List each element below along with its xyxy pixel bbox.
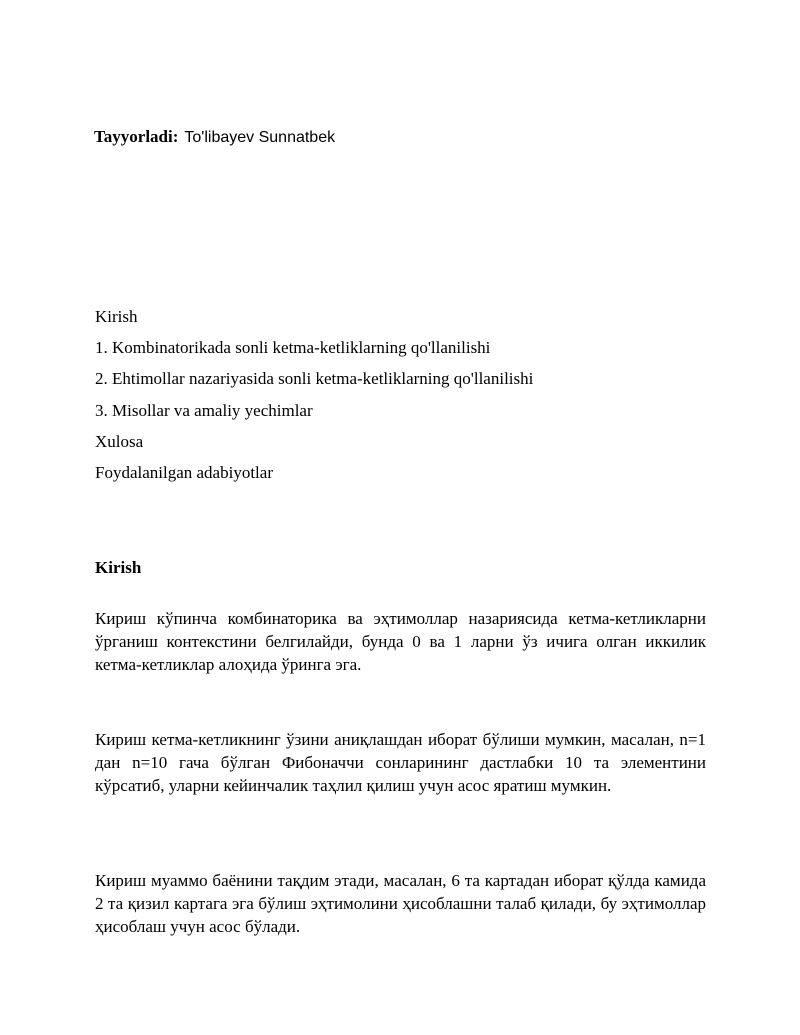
intro-heading: Kirish (95, 558, 142, 577)
toc-item-references: Foydalanilgan adabiyotlar (95, 462, 273, 482)
toc-item-section-2: 2. Ehtimollar nazariyasida sonli ketma-ketliklarning qo'llanilishi (95, 369, 534, 389)
table-of-contents (95, 306, 533, 493)
author-name: To'libayev Sunnatbek (184, 129, 336, 146)
intro-paragraph-1: Кириш кўпинча комбинаторика ва эҳтимоллар назариясида кетма-кетликларни ўрганиш контекстини белгилайди, бунда 0 ва 1 ларни ўз ичига олган иккилик кетма-кетликлар алоҳида ўринга эга. (95, 609, 706, 674)
toc-item-conclusion: Xulosa (95, 431, 144, 451)
prepared-by-line (94, 126, 335, 149)
prepared-by-label: Tayyorladi: (94, 127, 179, 146)
toc-item-intro: Kirish (95, 307, 138, 326)
toc-item-section-1: 1. Kombinatorikada sonli ketma-ketliklarning qo'llanilishi (95, 338, 491, 358)
intro-paragraph-2: Кириш кетма-кетликнинг ўзини аниқлашдан иборат бўлиши мумкин, масалан, n=1 дан n=10 гача бўлган Фибоначчи сонларининг дастлабки 10 та элементини кўрсатиб, уларни кейинчалик таҳлил қилиш учун асос яратиш мумкин. (95, 730, 706, 795)
toc-item-section-3: 3. Misollar va amaliy yechimlar (95, 400, 313, 420)
intro-paragraph-3: Кириш муаммо баёнини тақдим этади, масалан, 6 та картадан иборат қўлда камида 2 та қизил картага эга бўлиш эҳтимолини ҳисоблашни талаб қилади, бу эҳтимоллар ҳисоблаш учун асос бўлади. (95, 871, 706, 936)
